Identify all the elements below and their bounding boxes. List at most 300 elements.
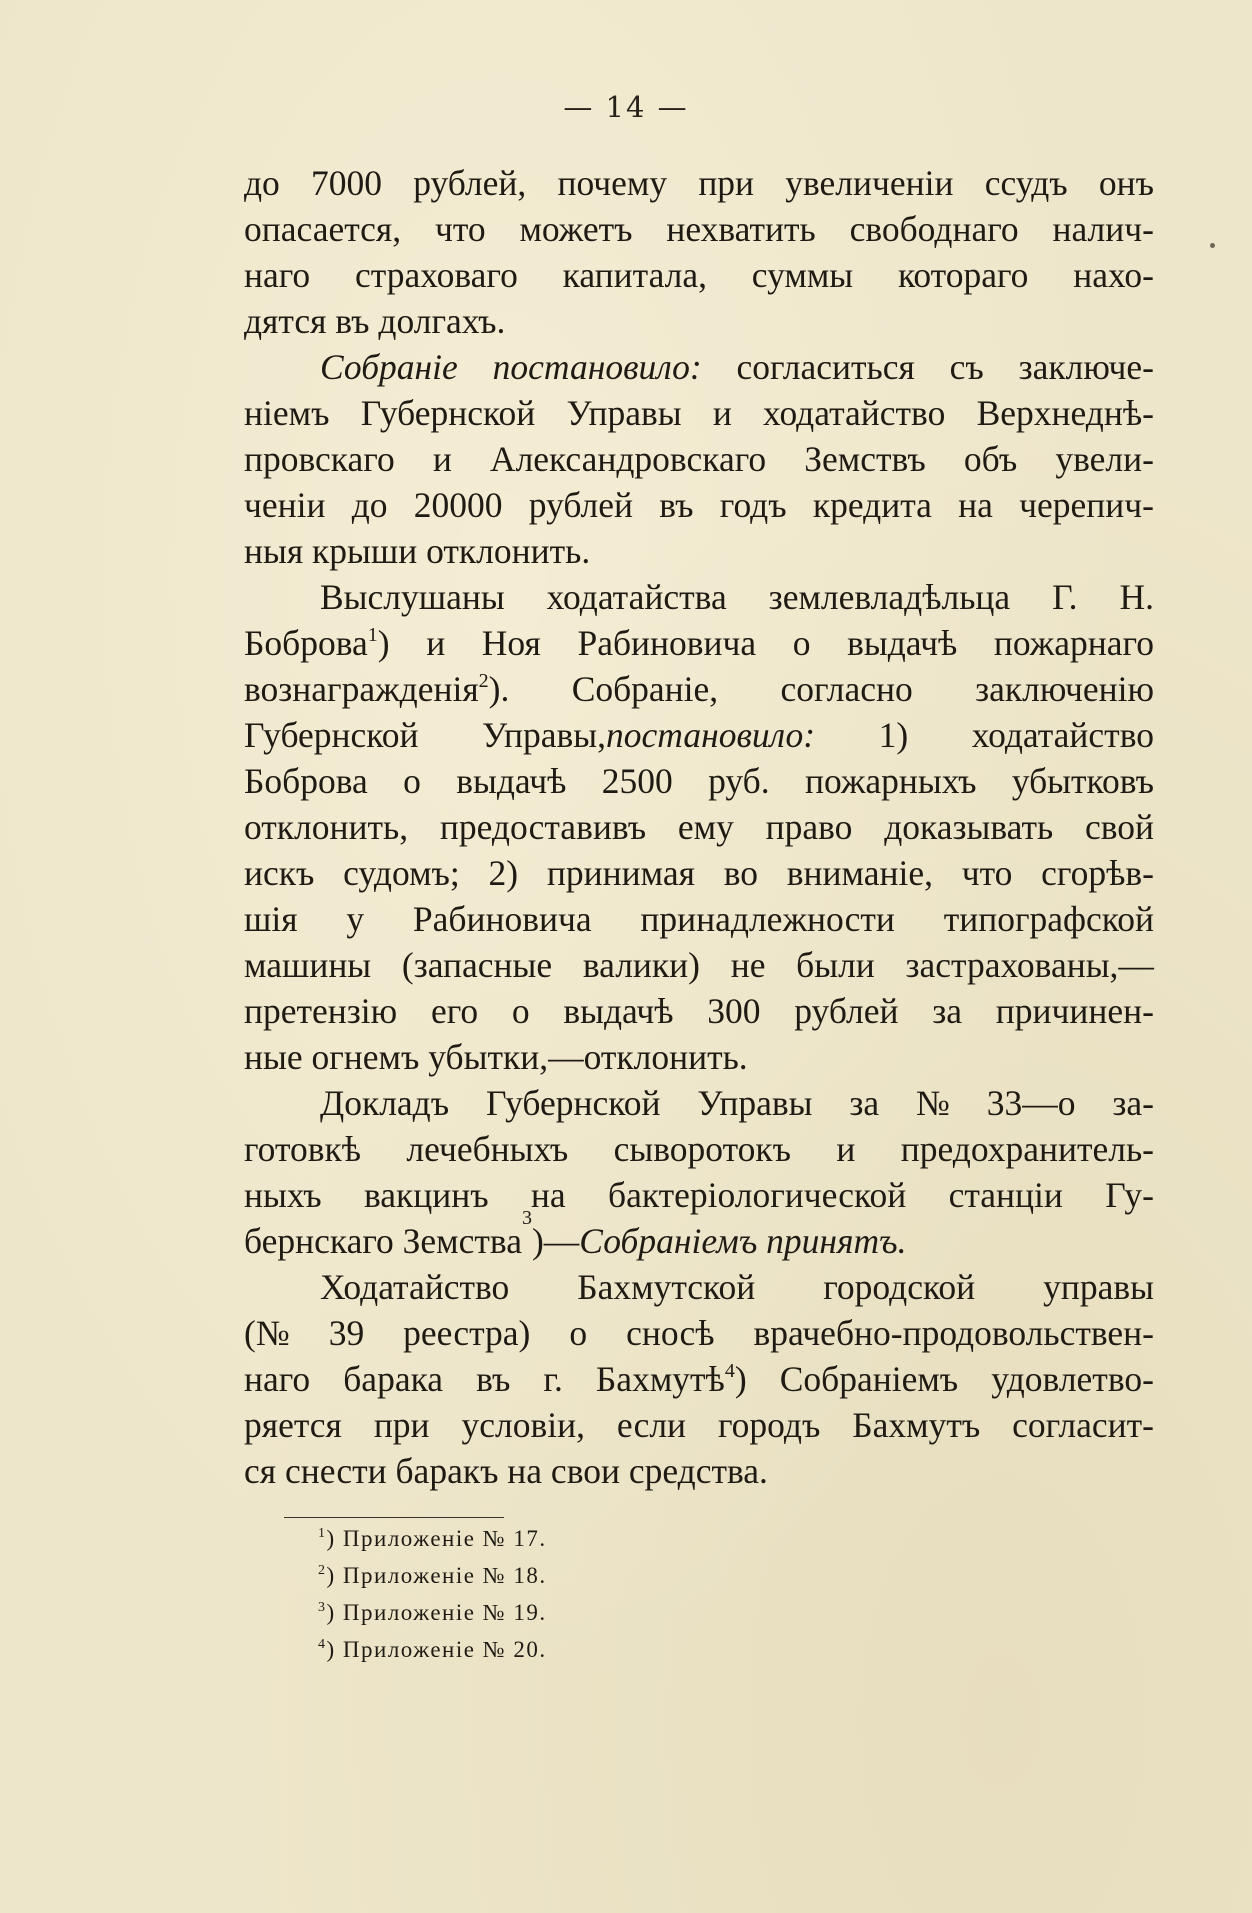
- footnote-marker: 2: [478, 670, 489, 692]
- text-segment: Боброва: [244, 761, 368, 801]
- paragraph: [244, 160, 1154, 344]
- text-segment: ходатайство: [763, 393, 946, 433]
- footnote-item: [318, 1594, 547, 1631]
- word: [787, 850, 933, 896]
- text-line: [244, 1264, 1154, 1310]
- italic-text: постановило:: [492, 347, 702, 387]
- text-segment: при: [373, 1405, 430, 1445]
- word: [793, 620, 811, 666]
- text-segment: бернскаго Земства: [244, 1221, 522, 1261]
- text-line: [244, 758, 1154, 804]
- text-segment: согласит-: [1012, 1405, 1154, 1445]
- text-segment: право: [765, 807, 853, 847]
- word: [563, 252, 707, 298]
- word: [320, 1264, 509, 1310]
- word: [476, 1356, 510, 1402]
- text-line: [244, 850, 1154, 896]
- word: [355, 252, 518, 298]
- word: [602, 758, 673, 804]
- text-segment: претензію: [244, 991, 398, 1031]
- text-segment: реестра): [403, 1313, 531, 1353]
- text-line: [244, 1034, 1154, 1080]
- word: [996, 988, 1154, 1034]
- text-segment: врачебно-продовольствен-: [753, 1313, 1154, 1353]
- word: [737, 344, 915, 390]
- word: [244, 252, 310, 298]
- text-segment: (запасные: [401, 945, 553, 985]
- text-line: [244, 804, 1154, 850]
- word: [244, 482, 325, 528]
- word: [987, 1080, 1076, 1126]
- text-segment: рублей: [528, 485, 634, 525]
- text-segment: доказывать: [884, 807, 1054, 847]
- text-segment: что: [961, 853, 1013, 893]
- word: [489, 850, 519, 896]
- text-segment: принадлежности: [640, 899, 895, 939]
- text-segment: вакцинъ: [363, 1175, 489, 1215]
- text-segment: согласно: [780, 669, 913, 709]
- italic-text: постановило:: [606, 715, 816, 755]
- word: [678, 804, 734, 850]
- word: [698, 160, 754, 206]
- text-segment: (№: [244, 1313, 290, 1353]
- text-segment: при: [698, 163, 755, 203]
- word: [852, 1402, 980, 1448]
- text-segment: Верхнеднѣ-: [976, 393, 1154, 433]
- text-segment: и: [426, 623, 446, 663]
- word: [766, 804, 853, 850]
- text-segment: ряется: [244, 1405, 342, 1445]
- text-segment: Губернской: [244, 715, 419, 755]
- text-segment: 300: [707, 991, 761, 1031]
- text-segment: ): [734, 1359, 747, 1399]
- text-line: [244, 160, 1154, 206]
- text-line: [244, 1172, 1154, 1218]
- word: [617, 1402, 686, 1448]
- word: [486, 1080, 661, 1126]
- word: [244, 666, 509, 712]
- word: [403, 758, 421, 804]
- text-line: [244, 252, 1154, 298]
- word: [1041, 850, 1154, 896]
- word: [456, 758, 566, 804]
- word: [879, 712, 909, 758]
- text-segment: 39: [328, 1313, 365, 1353]
- text-line: [244, 1448, 1154, 1494]
- text-segment: сыворотокъ: [613, 1129, 791, 1169]
- word: [985, 160, 1068, 206]
- footnote-divider: [284, 1517, 504, 1518]
- text-segment: ).: [488, 669, 510, 709]
- word: [320, 1080, 449, 1126]
- word: [557, 160, 667, 206]
- word: [583, 942, 700, 988]
- word: [244, 620, 390, 666]
- word: [720, 482, 787, 528]
- text-segment: и: [836, 1129, 856, 1169]
- word: [906, 942, 1154, 988]
- word: [413, 160, 526, 206]
- word: [244, 988, 397, 1034]
- text-line: [244, 298, 1154, 344]
- text-segment: увели-: [1055, 439, 1154, 479]
- text-segment: лечебныхъ: [406, 1129, 569, 1169]
- word: [901, 1126, 1154, 1172]
- footnote-marker: 3: [521, 1207, 532, 1229]
- text-segment: ныя крыши отклонить.: [244, 531, 591, 571]
- text-line: [244, 712, 1154, 758]
- text-segment: Боброва: [244, 623, 368, 663]
- footnote-marker: 4: [724, 1360, 735, 1382]
- text-line: [244, 206, 1154, 252]
- word: [244, 1356, 310, 1402]
- text-segment: )—: [531, 1221, 580, 1261]
- text-segment: отклонить,: [244, 807, 409, 847]
- text-segment: землевладѣльца: [768, 577, 1011, 617]
- word: [426, 620, 445, 666]
- text-segment: въ: [659, 485, 694, 525]
- word: [244, 390, 329, 436]
- word: [414, 482, 503, 528]
- text-segment: котораго: [897, 255, 1029, 295]
- word: [1073, 252, 1154, 298]
- word: [991, 1356, 1154, 1402]
- text-line: [244, 344, 1154, 390]
- text-line: [244, 1207, 1154, 1264]
- word: [949, 1172, 1063, 1218]
- word: [724, 850, 758, 896]
- text-segment: выдачѣ: [456, 761, 567, 801]
- word: [577, 620, 756, 666]
- text-segment: 20000: [413, 485, 503, 525]
- footnote-text: ) Приложеніе № 19.: [326, 1600, 547, 1625]
- word: [403, 1310, 530, 1356]
- text-segment: онъ: [1098, 163, 1154, 203]
- word: [916, 1080, 950, 1126]
- word: [343, 1356, 443, 1402]
- footnote-item: [318, 1557, 547, 1594]
- text-segment: 2): [488, 853, 519, 893]
- text-segment: кредита: [812, 485, 932, 525]
- text-segment: станціи: [948, 1175, 1063, 1215]
- word: [813, 482, 932, 528]
- word: [244, 896, 298, 942]
- word: [1012, 758, 1154, 804]
- text-segment: за: [932, 991, 963, 1031]
- text-line: [244, 896, 1154, 942]
- text-segment: вниманіе,: [786, 853, 933, 893]
- word: [753, 1310, 1153, 1356]
- text-segment: готовкѣ: [244, 1129, 362, 1169]
- text-segment: пожарнаго: [993, 623, 1154, 663]
- text-segment: не: [730, 945, 766, 985]
- word: [320, 574, 505, 620]
- text-segment: объ: [963, 439, 1018, 479]
- word: [836, 1126, 855, 1172]
- text-segment: Собраніе,: [571, 669, 719, 709]
- text-segment: его: [430, 991, 479, 1031]
- word: [898, 252, 1028, 298]
- footnote-number: 1: [318, 1526, 327, 1541]
- word: [482, 620, 541, 666]
- text-segment: и: [432, 439, 452, 479]
- word: [529, 482, 633, 528]
- word: [596, 1356, 747, 1402]
- word: [796, 942, 875, 988]
- word: [244, 758, 368, 804]
- word: [512, 988, 530, 1034]
- text-segment: Управы: [697, 1083, 813, 1123]
- text-segment: о: [792, 623, 811, 663]
- word: [329, 1310, 365, 1356]
- text-segment: предоставивъ: [439, 807, 647, 847]
- word: [1012, 1402, 1154, 1448]
- word: [962, 850, 1013, 896]
- word: [244, 206, 401, 252]
- word: [493, 344, 702, 390]
- text-line: [244, 1356, 1154, 1402]
- footnote-text: ) Приложеніе № 18.: [326, 1563, 547, 1588]
- word: [950, 344, 984, 390]
- text-segment: заключе-: [1018, 347, 1154, 387]
- word: [244, 1172, 322, 1218]
- word: [785, 160, 953, 206]
- text-segment: причинен-: [995, 991, 1154, 1031]
- text-line: [244, 436, 1154, 482]
- text-segment: за: [849, 1083, 880, 1123]
- text-segment: №: [915, 1083, 950, 1123]
- text-segment: городской: [823, 1267, 976, 1307]
- footnote-item: [318, 1520, 547, 1557]
- text-segment: до: [244, 163, 280, 203]
- text-segment: ходатайство: [971, 715, 1154, 755]
- text-segment: Гу-: [1105, 1175, 1154, 1215]
- text-line: [244, 666, 1154, 712]
- italic-text: Собраніе: [320, 347, 458, 387]
- word: [1052, 206, 1153, 252]
- text-segment: во: [723, 853, 758, 893]
- word: [708, 758, 770, 804]
- text-segment: Н.: [1119, 577, 1154, 617]
- text-segment: почему: [557, 163, 668, 203]
- text-segment: условіи,: [461, 1405, 585, 1445]
- text-segment: выдачѣ: [847, 623, 958, 663]
- word: [794, 988, 898, 1034]
- footnotes: [318, 1520, 547, 1668]
- text-segment: сгорѣв-: [1041, 853, 1154, 893]
- text-segment: черепич-: [1019, 485, 1154, 525]
- word: [769, 574, 1010, 620]
- word: [531, 1172, 566, 1218]
- text-segment: на: [958, 485, 993, 525]
- text-line: [244, 574, 1154, 620]
- footnote-number: 4: [318, 1637, 327, 1652]
- text-segment: застрахованы,—: [905, 945, 1154, 985]
- text-segment: Г.: [1052, 577, 1078, 617]
- word: [977, 390, 1154, 436]
- text-segment: заключенію: [975, 669, 1154, 709]
- word: [1043, 1264, 1154, 1310]
- text-segment: въ: [476, 1359, 511, 1399]
- text-segment: Бахмутской: [577, 1267, 756, 1307]
- word: [346, 896, 364, 942]
- word: [713, 390, 732, 436]
- text-segment: можетъ: [519, 209, 633, 249]
- word: [850, 206, 1019, 252]
- text-segment: Губернской: [360, 393, 536, 433]
- word: [1055, 436, 1154, 482]
- word: [964, 436, 1017, 482]
- word: [718, 1402, 820, 1448]
- text-segment: дятся въ долгахъ.: [244, 301, 506, 341]
- text-segment: за-: [1112, 1083, 1154, 1123]
- text-segment: рублей: [794, 991, 899, 1031]
- text-segment: согласиться: [736, 347, 915, 387]
- text-segment: сносѣ: [626, 1313, 715, 1353]
- word: [608, 1172, 906, 1218]
- footnote-number: 3: [318, 1600, 327, 1615]
- text-segment: типографской: [943, 899, 1154, 939]
- text-segment: наго: [244, 255, 311, 295]
- word: [994, 620, 1154, 666]
- word: [519, 206, 632, 252]
- text-segment: у: [346, 899, 365, 939]
- text-segment: принимая: [546, 853, 695, 893]
- text-segment: рублей,: [413, 163, 527, 203]
- word: [763, 390, 945, 436]
- text-segment: Управы: [566, 393, 682, 433]
- word: [374, 1402, 430, 1448]
- word: [543, 1356, 562, 1402]
- text-line: [244, 942, 1154, 988]
- text-segment: Губернской: [485, 1083, 661, 1123]
- word: [244, 712, 419, 758]
- word: [244, 1402, 342, 1448]
- text-segment: о: [511, 991, 530, 1031]
- word: [1119, 574, 1154, 620]
- word: [626, 1310, 714, 1356]
- word: [666, 206, 815, 252]
- word: [1019, 482, 1154, 528]
- italic-text: Собраніемъ принятъ.: [579, 1221, 907, 1261]
- text-segment: провскаго: [244, 439, 395, 479]
- word: [577, 1264, 755, 1310]
- word: [1085, 804, 1154, 850]
- text-segment: налич-: [1052, 209, 1154, 249]
- text-line: [244, 620, 1154, 666]
- word: [462, 1402, 585, 1448]
- text-segment: Ходатайство: [320, 1267, 510, 1307]
- text-line: [244, 1402, 1154, 1448]
- text-segment: ся снести баракъ на свои средства.: [244, 1451, 768, 1491]
- text-line: [244, 528, 1154, 574]
- word: [823, 1264, 975, 1310]
- text-segment: Земствъ: [804, 439, 926, 479]
- word: [244, 1126, 361, 1172]
- paragraph: [244, 1080, 1154, 1264]
- text-segment: годъ: [719, 485, 787, 525]
- word: [413, 896, 592, 942]
- word: [975, 666, 1154, 712]
- word: [490, 436, 766, 482]
- word: [572, 666, 719, 712]
- word: [972, 712, 1154, 758]
- text-segment: ніемъ: [244, 393, 330, 433]
- word: [804, 436, 926, 482]
- word: [707, 988, 760, 1034]
- text-segment: бактеріологической: [608, 1175, 907, 1215]
- text-line: [244, 988, 1154, 1034]
- word: [311, 160, 382, 206]
- word: [547, 574, 727, 620]
- word: [406, 1126, 568, 1172]
- text-segment: нехватить: [666, 209, 816, 249]
- word: [547, 850, 695, 896]
- text-segment: 33—о: [986, 1083, 1076, 1123]
- text-segment: барака: [343, 1359, 444, 1399]
- paragraph: [244, 574, 1154, 1080]
- text-segment: 7000: [311, 163, 382, 203]
- footnote-number: 2: [318, 1563, 327, 1578]
- word: [402, 942, 552, 988]
- word: [1019, 344, 1154, 390]
- text-segment: были: [796, 945, 875, 985]
- word: [244, 850, 314, 896]
- text-line: [244, 1310, 1154, 1356]
- text-segment: Докладъ: [320, 1083, 450, 1123]
- text-segment: что: [434, 209, 486, 249]
- text-segment: предохранитель-: [900, 1129, 1154, 1169]
- text-segment: управы: [1043, 1267, 1154, 1307]
- text-segment: валики): [582, 945, 700, 985]
- text-segment: судомъ;: [343, 853, 460, 893]
- page-number: — 14 —: [563, 90, 689, 124]
- text-segment: выдачѣ: [563, 991, 674, 1031]
- text-segment: ходатайства: [546, 577, 727, 617]
- text-segment: капитала,: [562, 255, 707, 295]
- word: [847, 620, 957, 666]
- text-segment: ссудъ: [984, 163, 1068, 203]
- word: [849, 1080, 879, 1126]
- word: [805, 758, 977, 804]
- word: [932, 988, 962, 1034]
- word: [731, 942, 766, 988]
- word: [640, 896, 894, 942]
- word: [1052, 574, 1077, 620]
- text-segment: 2500: [601, 761, 673, 801]
- word: [884, 804, 1053, 850]
- word: [244, 804, 408, 850]
- footnote-marker: 1: [367, 624, 378, 646]
- text-segment: Выслушаны: [320, 577, 505, 617]
- text-segment: руб.: [708, 761, 770, 801]
- text-segment: Александровскаго: [489, 439, 767, 479]
- text-segment: Рабиновича: [412, 899, 592, 939]
- text-segment: г.: [543, 1359, 563, 1399]
- word: [563, 988, 673, 1034]
- word: [244, 436, 395, 482]
- word: [244, 160, 280, 206]
- word: [435, 206, 486, 252]
- word: [482, 712, 815, 758]
- word: [352, 482, 388, 528]
- text-segment: если: [616, 1405, 687, 1445]
- text-segment: городъ: [717, 1405, 821, 1445]
- text-segment: машины: [244, 945, 372, 985]
- text-segment: ные огнемъ убытки,—отклонить.: [244, 1037, 748, 1077]
- text-segment: ему: [677, 807, 734, 847]
- word: [780, 1356, 958, 1402]
